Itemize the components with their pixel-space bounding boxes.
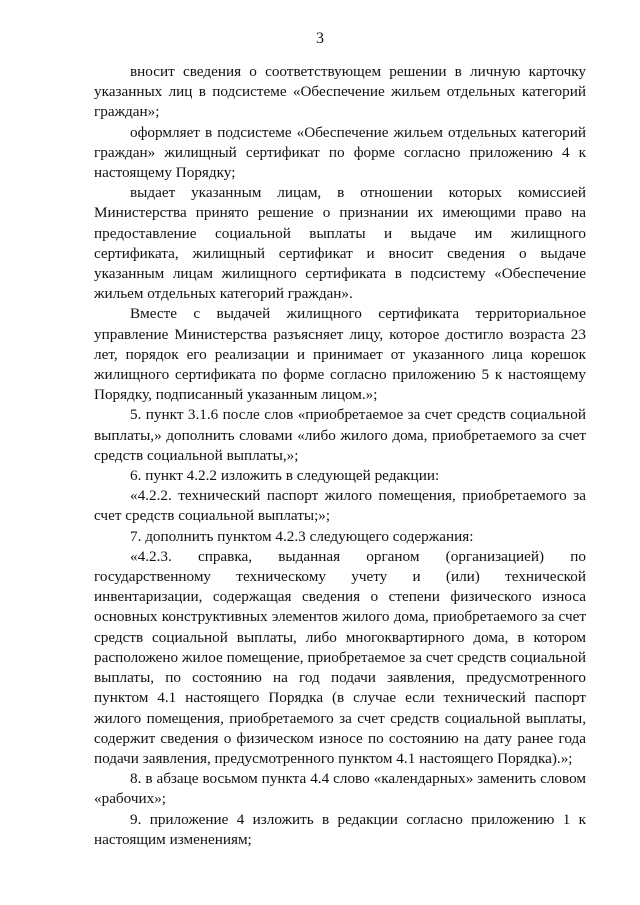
paragraph-10: 8. в абзаце восьмом пункта 4.4 слово «календарных» заменить словом «рабочих»; <box>94 770 586 808</box>
paragraph-1: вносит сведения о соответствующем решении в личную карточку указанных лиц в подсистеме «Обеспечение жильем отдельных категорий граждан»; <box>94 63 586 121</box>
paragraph-6: 6. пункт 4.2.2 изложить в следующей редакции: <box>130 467 440 485</box>
paragraph-9: «4.2.3. справка, выданная органом (организацией) по государственному техническому учету и (или) технической инвентаризации, содержащая сведения о степени физического износа основных конструктивных элементов жилого дома, приобретаемого за счет средств социальной выплаты, либо многоквартирного дома, в котором расположено жилое помещение, приобретаемое за счет средств социальной выплаты, по состоянию на год подачи заявления, предусмотренного пунктом 4.1 настоящего Порядка (в случае если технический паспорт жилого помещения, приобретаемого за счет средств социальной выплаты, содержит сведения о физическом износе по состоянию на дату ранее года подачи заявления, предусмотренного пунктом 4.1 настоящего Порядка).»; <box>94 547 586 767</box>
paragraph-11: 9. приложение 4 изложить в редакции согласно приложению 1 к настоящим изменениям; <box>94 810 586 848</box>
paragraph-7: «4.2.2. технический паспорт жилого помещения, приобретаемого за счет средств социальной выплаты;»; <box>94 487 586 525</box>
paragraph-4: Вместе с выдачей жилищного сертификата территориальное управление Министерства разъясняет лицу, которое достигло возраста 23 лет, порядок его реализации и принимает от указанного лица корешок жилищного сертификата по форме согласно приложению 5 к настоящему Порядку, подписанный указанным лицом.»; <box>94 305 586 404</box>
paragraph-5: 5. пункт 3.1.6 после слов «приобретаемое за счет средств социальной выплаты,» дополнить словами «либо жилого дома, приобретаемого за счет средств социальной выплаты,»; <box>94 406 586 464</box>
paragraph-3: выдает указанным лицам, в отношении которых комиссией Министерства принято решение о признании их имеющими право на предоставление социальной выплаты и выдаче им жилищного сертификата, жилищный сертификат и вносит сведения о выдаче указанным лицам жилищного сертификата в подсистему «Обеспечение жильем отдельных категорий граждан». <box>94 184 586 303</box>
paragraph-2: оформляет в подсистеме «Обеспечение жильем отдельных категорий граждан» жилищный сертификат по форме согласно приложению 4 к настоящему Порядку; <box>94 123 586 182</box>
document-body <box>94 62 586 850</box>
paragraph-8: 7. дополнить пунктом 4.2.3 следующего содержания: <box>130 527 474 545</box>
page-number: 3 <box>316 30 324 47</box>
